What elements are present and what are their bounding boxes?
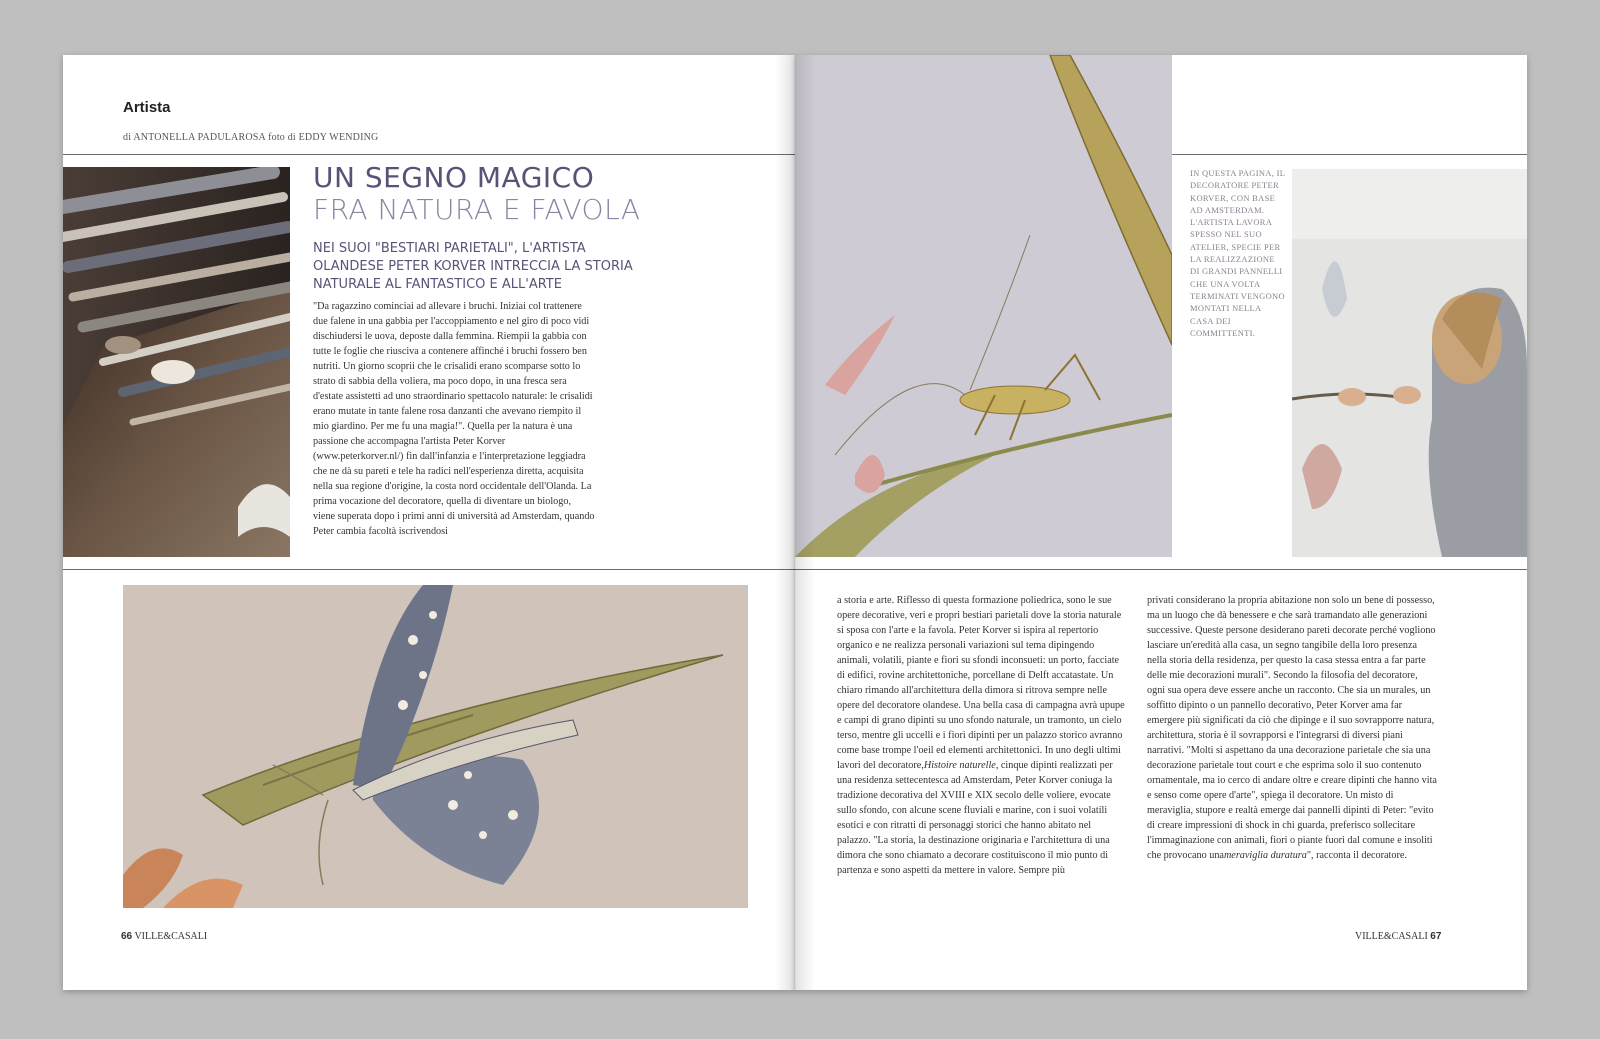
body-column-2 xyxy=(1147,593,1437,863)
left-page xyxy=(63,55,795,990)
headline: UN SEGNO MAGICO xyxy=(313,161,595,194)
magazine-name-right: VILLE&CASALI xyxy=(1355,931,1428,942)
subtitle: NEI SUOI "BESTIARI PARIETALI", L'ARTISTA OLANDESE PETER KORVER INTRECCIA LA STORIA NATURALE AL FANTASTICO E ALL'ARTE xyxy=(313,241,633,292)
middle-rule-right xyxy=(795,569,1527,570)
byline: di ANTONELLA PADULAROSA foto di EDDY WENDING xyxy=(123,132,379,143)
folio-left xyxy=(121,931,207,942)
body-column-intro: "Da ragazzino cominciai ad allevare i bruchi. Iniziai col trattenere due falene in una gabbia per l'accoppiamento e nel giro di poco vidi dischiudersi le uova, deposte dalla femmina. Riempii la gabbia con tutte le foglie che riusciva a contenere affinché i bruchi fossero ben nutriti. Un giorno scoprii che le crisalidi erano scomparse sotto lo strato di sabbia della voliera, ma poco dopo, in una fresca sera d'estate assistetti ad uno straordinario spettacolo naturale: le crisalidi erano mutate in tante falene rosa danzanti che avevano riempito il mio giardino. Per me fu una magia!". Quella per la natura è una passione che accompagna l'artista Peter Korver (www.peterkorver.nl/) fin dall'infanzia e l'interpretazione leggiadra che ne dà su pareti e tele ha radici nell'esperienza diretta, acquisita nella sua regione d'origine, la costa nord occidentale dell'Olanda. La prima vocazione del decoratore, quella di diventare un biologo, viene superata dopo i primi anni di università ad Amsterdam, quando Peter cambia facoltà iscrivendosi xyxy=(313,301,595,537)
column-1-text-cont: , cinque dipinti realizzati per una residenza settecentesca ad Amsterdam, Peter Korver coniuga la tradizione decorativa del XVIII e XIX secolo delle voliere, evocate sullo sfondo, con alcune scene fluviali e marine, con i suoi volatili esotici e con ritratti di personaggi storici che hanno abitato nel palazzo. "La storia, la destinazione originaria e l'architettura di una dimora che sono chiamato a decorare costituiscono il mio punto di partenza e sono aspetti da mettere in valore. Sempre più xyxy=(837,760,1113,876)
page-number-right: 67 xyxy=(1430,931,1442,942)
brushes-photo xyxy=(63,167,290,557)
header-rule-right xyxy=(1172,154,1527,155)
magazine-name-left: VILLE&CASALI xyxy=(134,931,208,942)
artwork-title: Histoire naturelle xyxy=(923,760,996,771)
section-label: Artista xyxy=(123,99,171,116)
photo-caption: IN QUESTA PAGINA, IL DECORATORE PETER KORVER, CON BASE AD AMSTERDAM. L'ARTISTA LAVORA SPESSO NEL SUO ATELIER, SPECIE PER LA REALIZZAZIONE DI GRANDI PANNELLI CHE UNA VOLTA TERMINATI VENGONO MONTATI NELLA CASA DEI COMMITTENTI. xyxy=(1190,168,1285,338)
column-2-text-cont: ", racconta il decoratore. xyxy=(1306,850,1407,861)
folio-right xyxy=(1355,931,1441,942)
artist-photo xyxy=(1292,169,1527,557)
middle-rule xyxy=(63,569,795,570)
grasshopper-painting xyxy=(795,55,1172,557)
column-1-text: a storia e arte. Riflesso di questa formazione poliedrica, sono le sue opere decorative, veri e propri bestiari parietali dove la storia naturale si sposa con l'arte e la favola. Peter Korver si ispira al repertorio organico e ne realizza personali variazioni sul tema dipingendo animali, volatili, piante e fiori su sfondi inconsueti: un porto, facciate di edifici, rovine architettoniche, porcellane di Delft accatastate. Un chiaro rimando all'architettura della dimora si ritrova sempre nelle opere del decoratore olandese. Una bella casa di campagna avrà upupe e campi di grano dipinti su uno sfondo naturale, un tramonto, un cielo terso, mentre gli uccelli e i fiori dipinti per un palazzo storico avranno come base trompe l'oeil ed elementi architettonici. In uno degli ultimi lavori del decoratore, xyxy=(837,595,1125,771)
moth-painting xyxy=(123,585,748,908)
right-page xyxy=(795,55,1527,990)
body-column-1 xyxy=(837,593,1127,878)
page-number-left: 66 xyxy=(121,931,133,942)
headline-secondary: FRA NATURA E FAVOLA xyxy=(313,193,641,226)
quote-italic: meraviglia duratura xyxy=(1223,850,1307,861)
column-2-text: privati considerano la propria abitazione non solo un bene di possesso, ma un luogo che dà benessere e che sarà tramandato alle generazioni successive. Queste persone desiderano pareti decorate perché vogliono lasciare un'eredità alla casa, un segno tangibile della loro presenza nella storia della residenza, per questo la casa stessa entra a far parte delle mie decorazioni murali". Secondo la filosofia del decoratore, ogni sua opera deve essere anche un racconto. Che sia un murales, un soffitto dipinto o un pannello decorativo, Peter Korver ama far emergere più significati da ciò che dipinge e il suo sovrapporre natura, architettura, storia è il sovrapporsi e l'integrarsi di diversi piani narrativi. "Molti si aspettano da una decorazione parietale che sia una decorazione parietale tout court e che esprima solo il suo contenuto ornamentale, ma io cerco di andare oltre e creare dipinti che hanno vita e senso come opere d'arte", spiega il decoratore. Un misto di meraviglia, stupore e realtà emerge dai pannelli dipinti di Peter: "evito di creare impressioni di shock in chi guarda, preferisco sollecitare l'immaginazione con animali, fiori o piante fuori dal comune e insoliti che provocano una xyxy=(1147,595,1437,861)
header-rule xyxy=(63,154,795,155)
